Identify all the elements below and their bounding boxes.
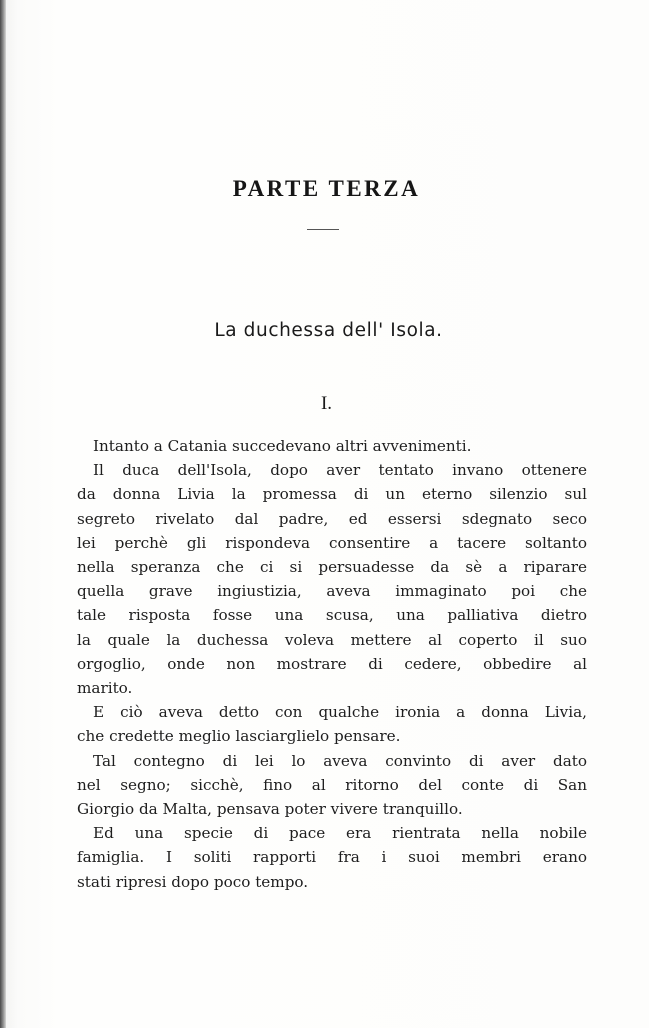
text-line: quella grave ingiustizia, aveva immaginato poi che — [77, 582, 587, 601]
text-line: segreto rivelato dal padre, ed essersi sdegnato seco — [77, 509, 587, 528]
text-line: marito. — [77, 679, 133, 698]
chapter-title: La duchessa dell' Isola. — [214, 320, 443, 341]
text-line: nel segno; sicchè, fino al ritorno del conte di San — [77, 775, 587, 794]
text-line: E ciò aveva detto con qualche ironia a donna Livia, — [93, 703, 587, 722]
text-line: Ed una specie di pace era rientrata nella nobile — [93, 824, 587, 843]
text-line: famiglia. I soliti rapporti fra i suoi membri erano — [77, 848, 587, 867]
text-line: Intanto a Catania succedevano altri avvenimenti. — [93, 437, 472, 455]
text-line: lei perchè gli rispondeva consentire a tacere soltanto — [77, 533, 587, 552]
text-line: stati ripresi dopo poco tempo. — [77, 872, 309, 891]
page-binding-edge — [0, 0, 6, 1028]
text-line: che credette meglio lasciarglielo pensare. — [77, 727, 401, 746]
body-text — [77, 434, 587, 894]
title-divider — [307, 229, 339, 230]
text-line: da donna Livia la promessa di un eterno silenzio sul — [77, 485, 587, 504]
text-line: la quale la duchessa voleva mettere al coperto il suo — [77, 630, 587, 649]
text-line: Il duca dell'Isola, dopo aver tentato invano ottenere — [93, 461, 587, 480]
part-title: PARTE TERZA — [232, 176, 421, 201]
text-line: nella speranza che ci si persuadesse da sè a riparare — [77, 558, 587, 577]
text-line: orgoglio, onde non mostrare di cedere, obbedire al — [77, 654, 587, 673]
text-line: Tal contegno di lei lo aveva convinto di aver dato — [93, 751, 587, 770]
text-line: Giorgio da Malta, pensava poter vivere tranquillo. — [77, 800, 463, 819]
text-line: tale risposta fosse una scusa, una palliativa dietro — [77, 606, 587, 625]
section-number: I. — [320, 393, 333, 414]
